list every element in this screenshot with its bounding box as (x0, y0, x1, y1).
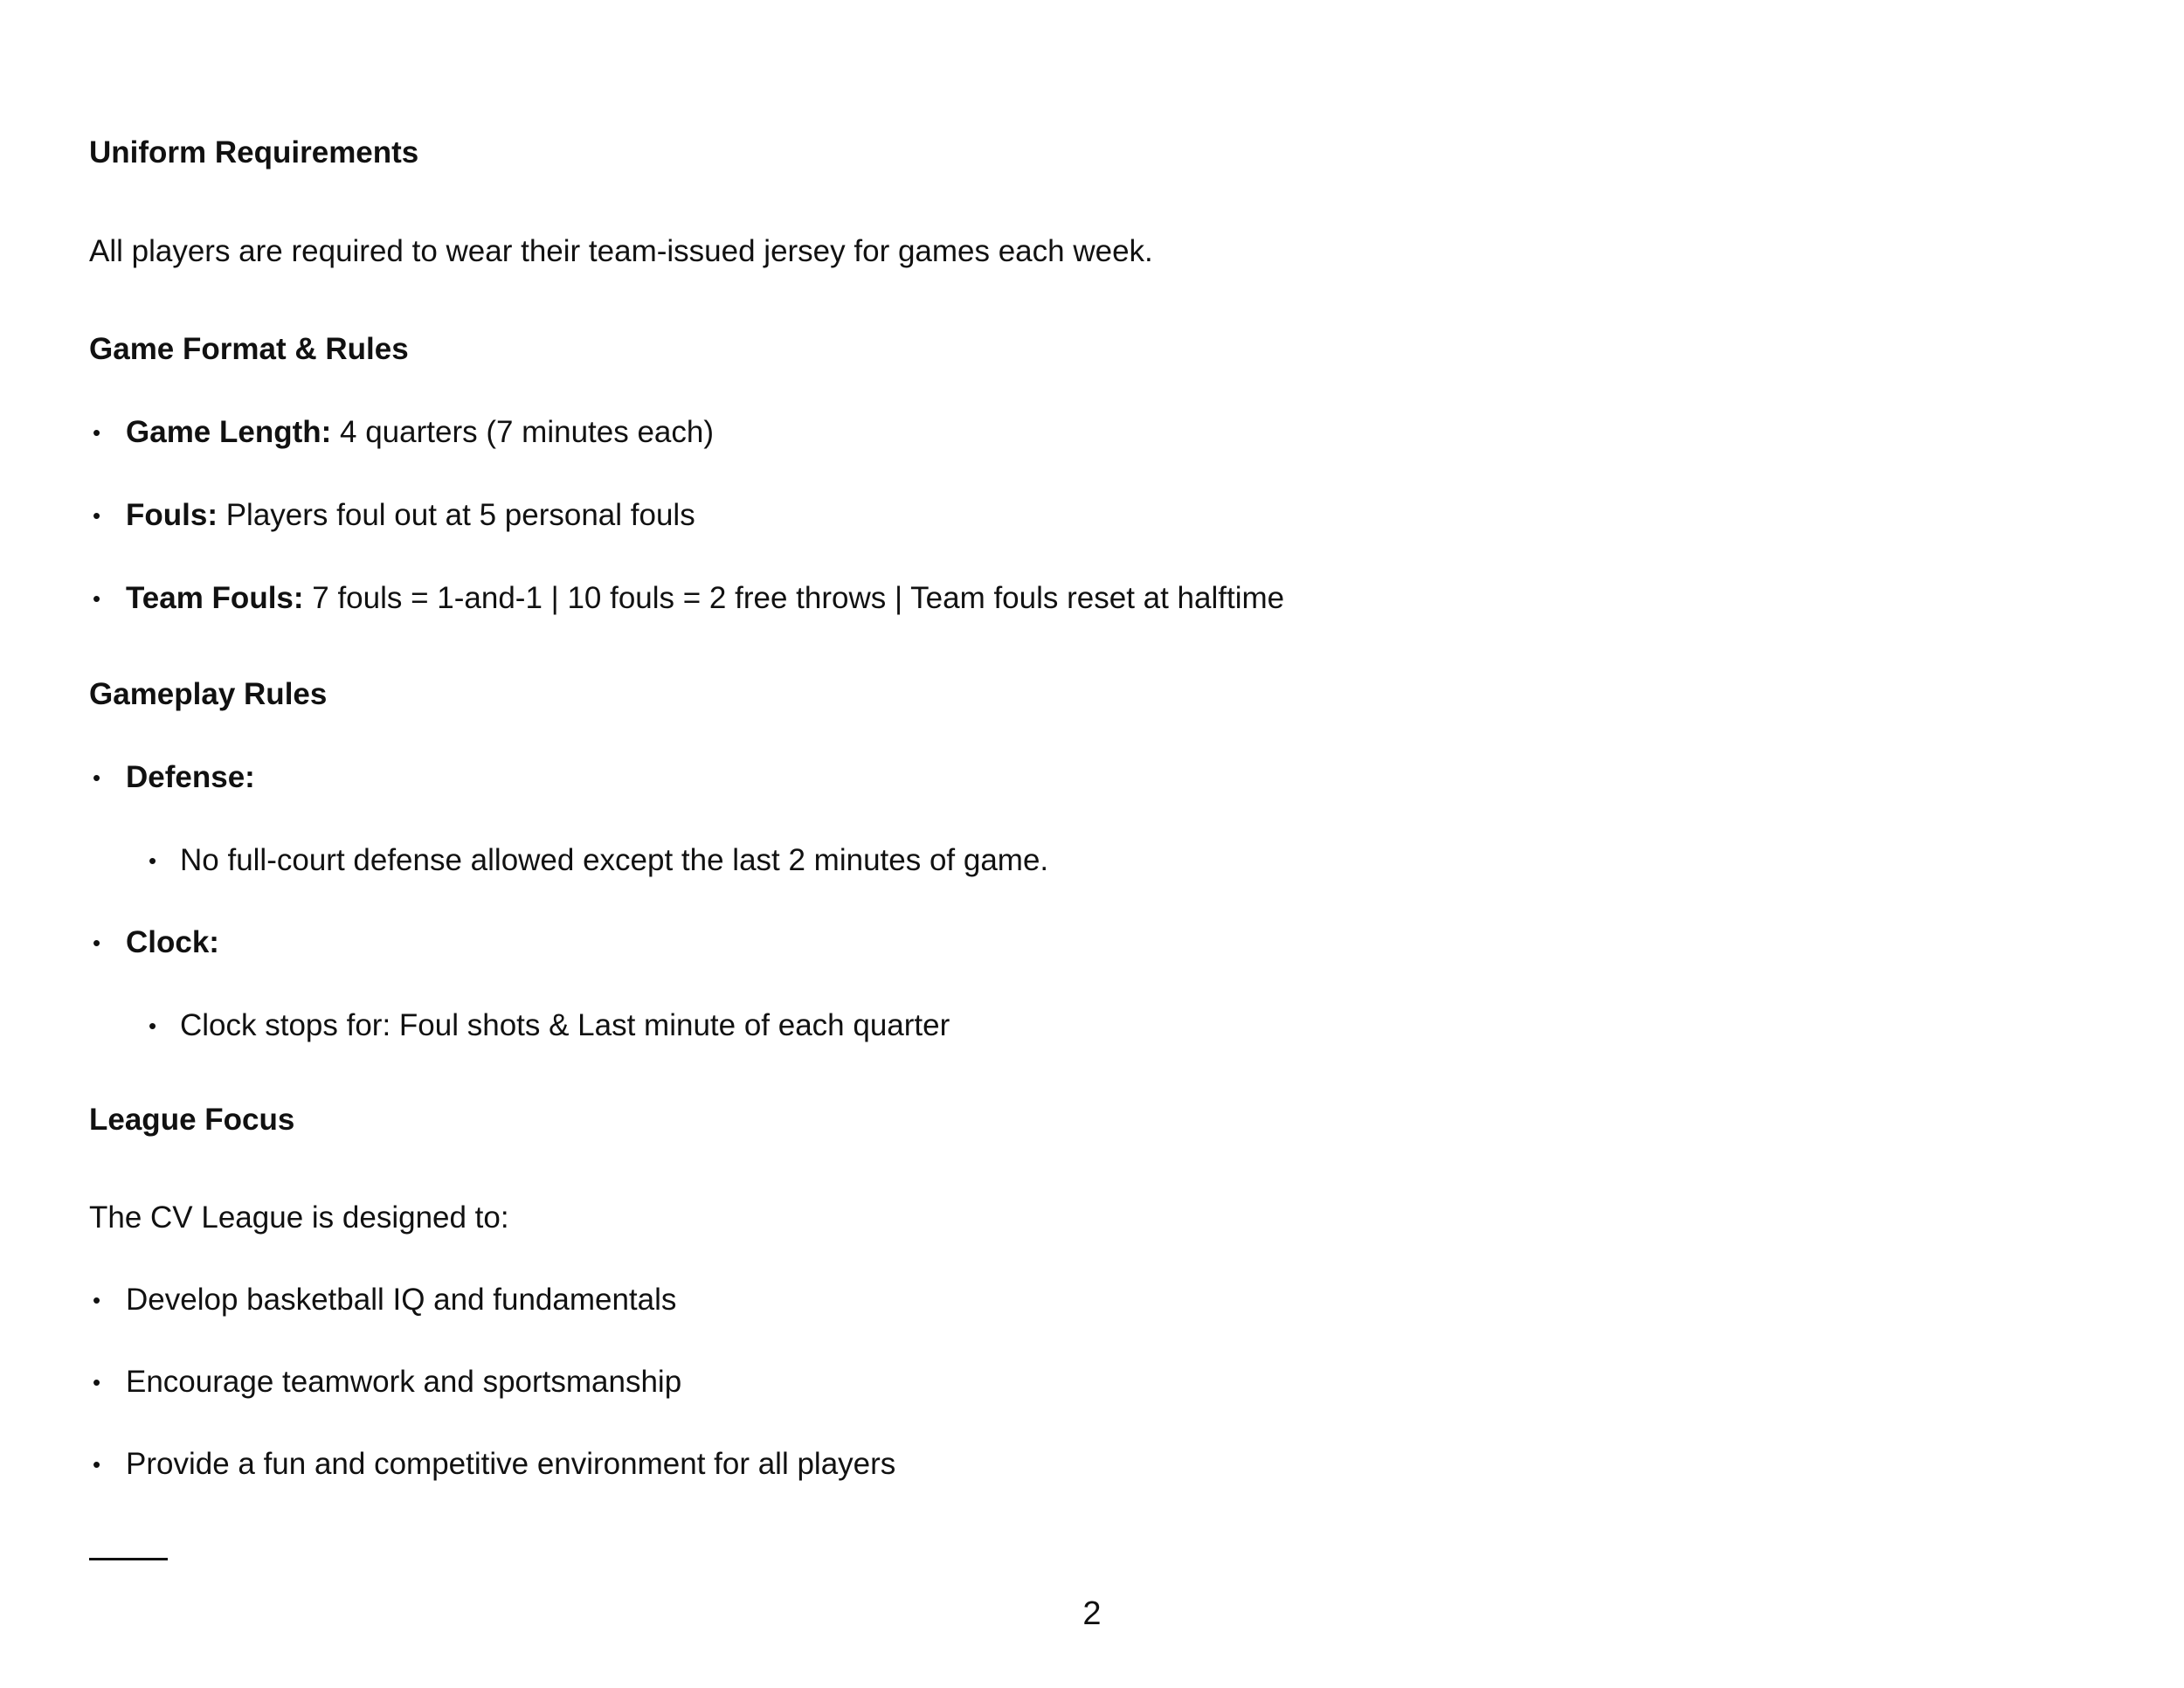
format-item-text: 7 fouls = 1-and-1 | 10 fouls = 2 free throws | Team fouls reset at halftime (303, 581, 1285, 615)
gameplay-heading: Gameplay Rules (89, 677, 328, 711)
format-item-text: Players foul out at 5 personal fouls (217, 498, 695, 532)
uniform-body: All players are required to wear their team-issued jersey for games each week. (89, 234, 1153, 268)
gameplay-item-clock-label: Clock: (126, 925, 219, 959)
bullet-icon: • (93, 1287, 101, 1313)
format-item-fouls (126, 496, 695, 535)
focus-item: Encourage teamwork and sportsmanship (126, 1365, 682, 1399)
footer-divider (89, 1558, 168, 1560)
focus-item: Provide a fun and competitive environment for all players (126, 1447, 896, 1481)
uniform-heading: Uniform Requirements (89, 135, 419, 169)
format-item-label: Fouls: (126, 498, 218, 532)
bullet-icon: • (93, 585, 101, 612)
bullet-icon: • (149, 1013, 157, 1039)
bullet-icon: • (93, 1451, 101, 1477)
format-item-text: 4 quarters (7 minutes each) (331, 415, 715, 449)
focus-heading: League Focus (89, 1103, 295, 1137)
bullet-icon: • (93, 1369, 101, 1395)
format-item-label: Team Fouls: (126, 581, 304, 615)
focus-intro: The CV League is designed to: (89, 1200, 509, 1235)
format-item-label: Game Length: (126, 415, 332, 449)
bullet-icon: • (93, 764, 101, 791)
gameplay-item-clock-sub: Clock stops for: Foul shots & Last minute of each quarter (180, 1008, 950, 1042)
format-item-game-length (126, 413, 714, 452)
page-number: 2 (1082, 1595, 1102, 1632)
format-item-team-fouls (126, 579, 1284, 618)
bullet-icon: • (149, 847, 157, 874)
focus-item: Develop basketball IQ and fundamentals (126, 1283, 677, 1317)
gameplay-item-defense-sub: No full-court defense allowed except the last 2 minutes of game. (180, 843, 1049, 877)
bullet-icon: • (93, 930, 101, 956)
gameplay-item-defense-label: Defense: (126, 760, 255, 794)
bullet-icon: • (93, 419, 101, 446)
bullet-icon: • (93, 502, 101, 529)
format-heading: Game Format & Rules (89, 332, 409, 366)
